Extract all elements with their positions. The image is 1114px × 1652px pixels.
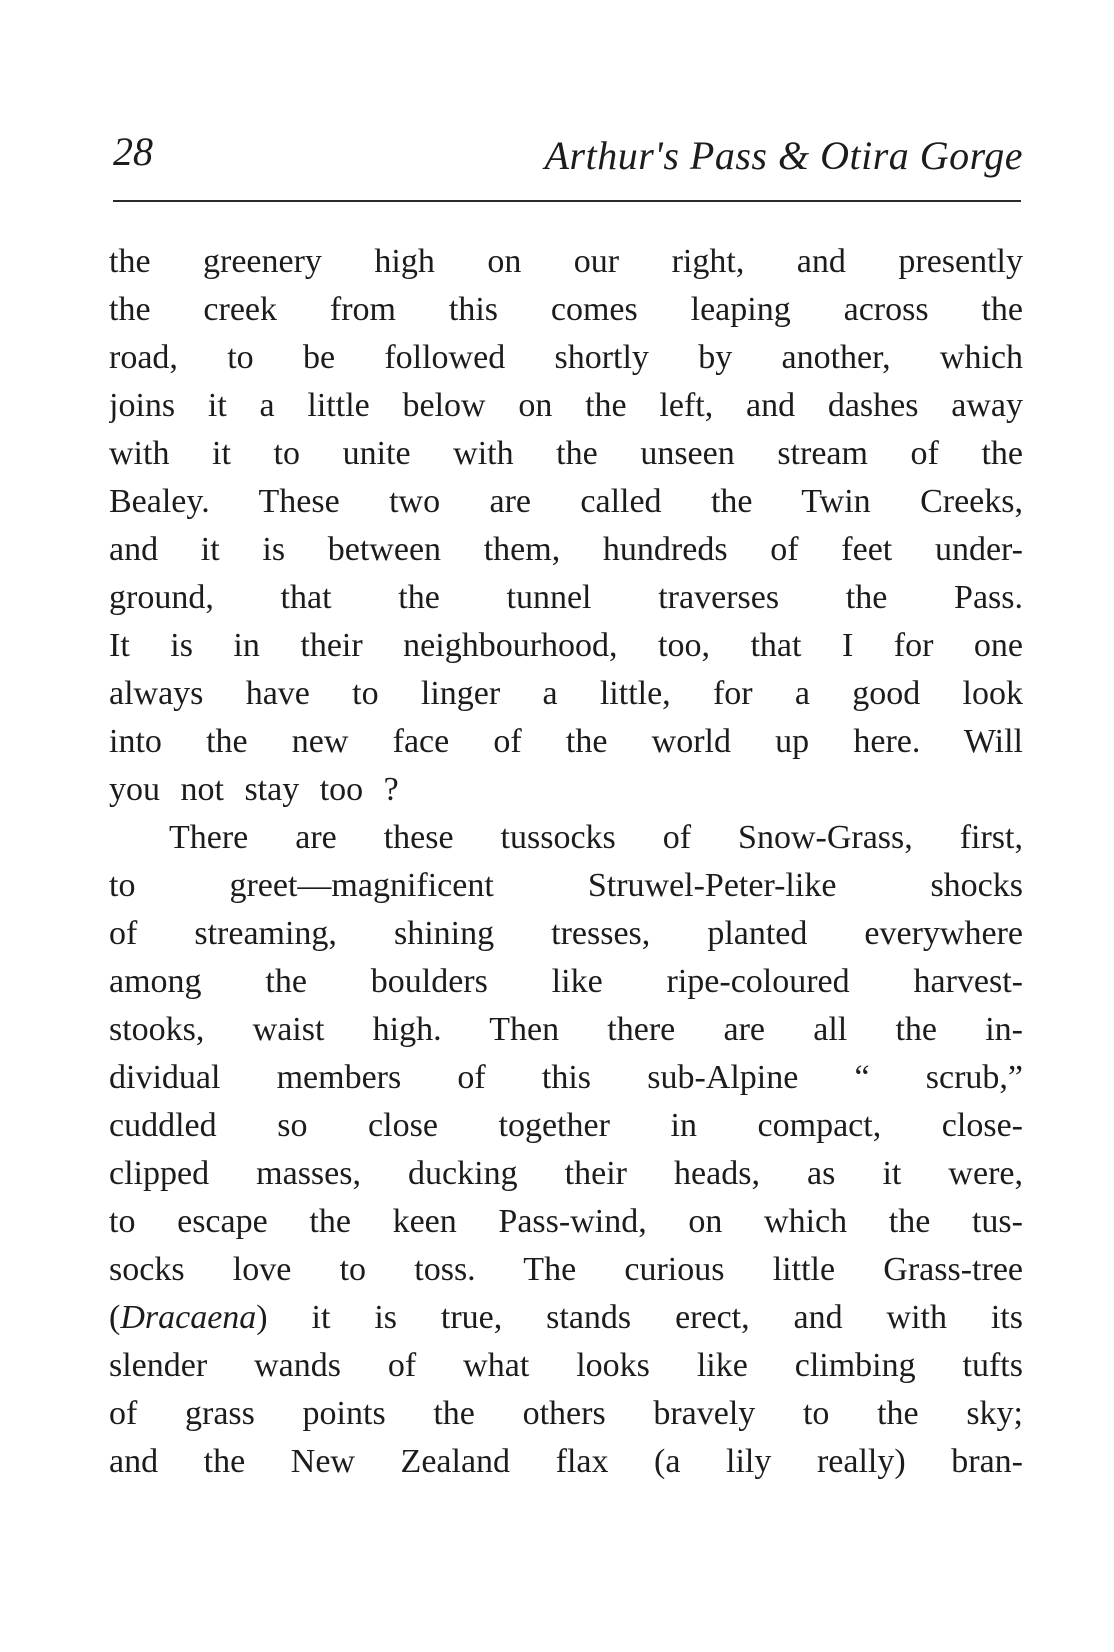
text-line: ground, that the tunnel traverses the Pass. [109, 579, 1023, 616]
text-line: you not stay too ? [109, 771, 399, 808]
text-line: cuddled so close together in compact, close- [109, 1107, 1023, 1144]
text-line: of streaming, shining tresses, planted everywhere [109, 915, 1023, 952]
header-rule [113, 200, 1021, 202]
text-line: and it is between them, hundreds of feet under- [109, 531, 1023, 568]
line-rest: ) it is true, stands erect, and with its [256, 1299, 1023, 1336]
text-line: clipped masses, ducking their heads, as it were, [109, 1155, 1023, 1192]
text-line: into the new face of the world up here. Will [109, 723, 1023, 760]
text-line: to escape the keen Pass-wind, on which the tus- [109, 1203, 1023, 1240]
text-line: to greet—magnificent Struwel-Peter-like shocks [109, 867, 1023, 904]
text-line: the creek from this comes leaping across the [109, 291, 1023, 328]
text-line: There are these tussocks of Snow-Grass, first, [169, 819, 1023, 856]
paren-open: ( [109, 1299, 121, 1336]
text-line: of grass points the others bravely to the sky; [109, 1395, 1023, 1432]
text-line: It is in their neighbourhood, too, that I for one [109, 627, 1023, 664]
text-line: Bealey. These two are called the Twin Creeks, [109, 483, 1023, 520]
text-line: stooks, waist high. Then there are all the in- [109, 1011, 1023, 1048]
running-title: Arthur's Pass & Otira Gorge [544, 133, 1023, 178]
italic-term: Dracaena [120, 1299, 257, 1336]
text-line: and the New Zealand flax (a lily really) bran- [109, 1443, 1023, 1480]
text-line-dracaena [109, 1294, 1023, 1342]
text-line: socks love to toss. The curious little Grass-tree [109, 1251, 1023, 1288]
page-number: 28 [113, 129, 153, 174]
text-line: the greenery high on our right, and presently [109, 243, 1023, 280]
body-text [109, 238, 1023, 1486]
text-line: slender wands of what looks like climbing tufts [109, 1347, 1023, 1384]
text-line: with it to unite with the unseen stream of the [109, 435, 1023, 472]
text-line: dividual members of this sub-Alpine “ scrub,” [109, 1059, 1023, 1096]
running-head [113, 122, 1023, 192]
text-line: road, to be followed shortly by another, which [109, 339, 1023, 376]
text-line: always have to linger a little, for a good look [109, 675, 1023, 712]
text-line: among the boulders like ripe-coloured harvest- [109, 963, 1023, 1000]
text-line: joins it a little below on the left, and dashes away [109, 387, 1023, 424]
